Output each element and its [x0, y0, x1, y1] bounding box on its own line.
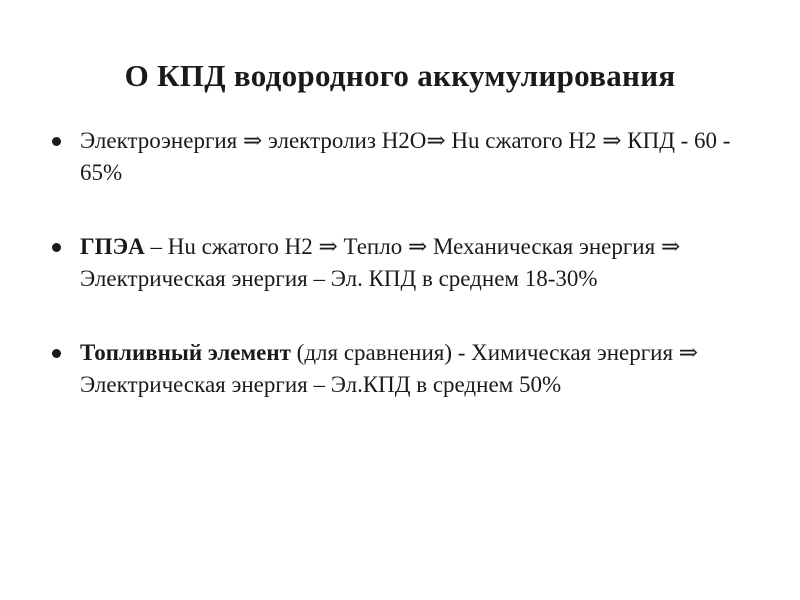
bullet-text: – Hu сжатого Н2 ⇒ Тепло ⇒ Механическая энергия ⇒ Электрическая энергия – Эл. КПД в среднем 18-30% [80, 234, 681, 291]
bullet-text: (для сравнения) - Химическая энергия ⇒ Электрическая энергия – Эл.КПД в среднем 50% [80, 340, 699, 397]
bullet-text: Электроэнергия ⇒ электролиз Н2О⇒ Hu сжатого Н2 ⇒ КПД - 60 - 65% [80, 128, 731, 185]
bullet-dot-icon [52, 349, 61, 358]
bullet-list [50, 125, 740, 401]
bullet-bold-term: ГПЭА [80, 234, 145, 259]
bullet-item-fuel-cell [50, 337, 740, 401]
bullet-bold-term: Топливный элемент [80, 340, 291, 365]
bullet-item-electrolysis [50, 125, 740, 189]
bullet-dot-icon [52, 137, 61, 146]
slide-title: О КПД водородного аккумулирования [124, 58, 676, 93]
bullet-item-gpea [50, 231, 740, 295]
bullet-dot-icon [52, 243, 61, 252]
